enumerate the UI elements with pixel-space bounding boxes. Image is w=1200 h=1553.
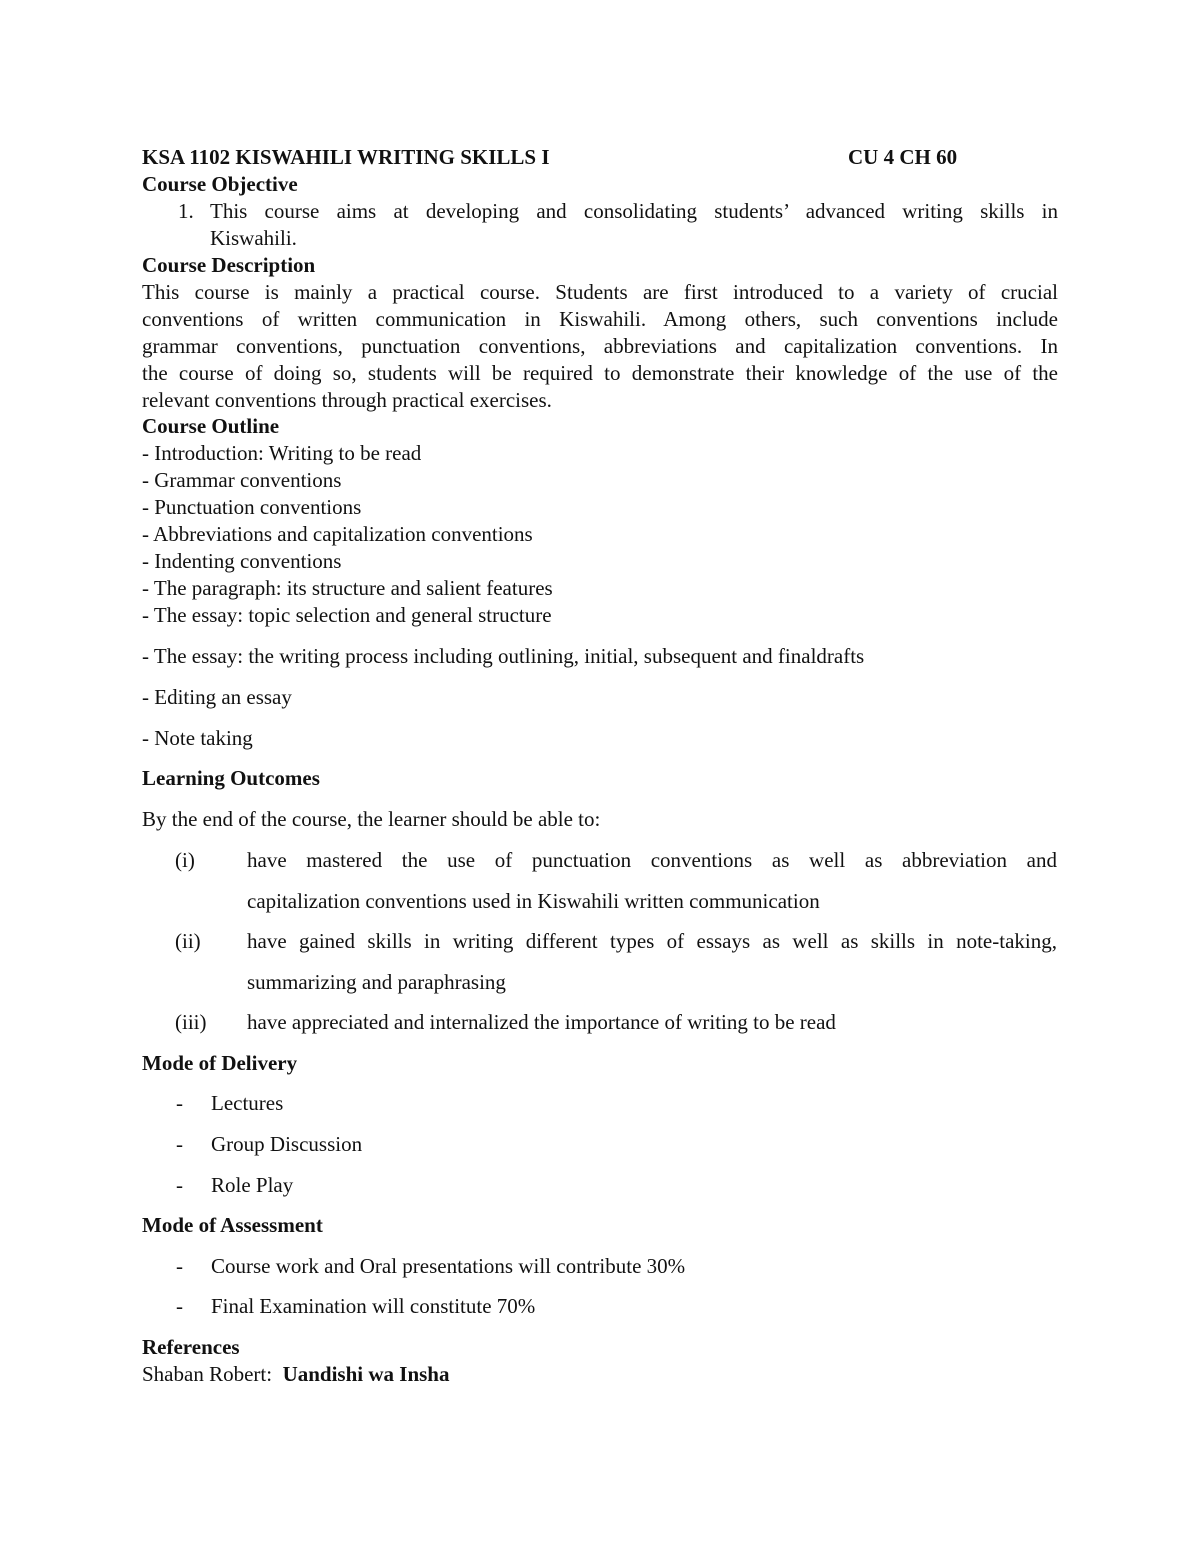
description-line: the course of doing so, students will be required to demonstrate their knowledge of the use of the: [142, 361, 1058, 385]
description-line: grammar conventions, punctuation conventions, abbreviations and capitalization conventions. In: [142, 334, 1058, 358]
objective-text-line2: Kiswahili.: [210, 226, 297, 250]
outcome-numeral: (ii): [175, 929, 201, 953]
outcome-numeral: (iii): [175, 1010, 207, 1034]
bullet-dash: -: [176, 1294, 183, 1318]
objective-text-line1: This course aims at developing and consolidating students’ advanced writing skills in: [210, 199, 1058, 223]
delivery-item: Group Discussion: [211, 1132, 363, 1156]
course-code-title: KSA 1102 KISWAHILI WRITING SKILLS I: [142, 145, 550, 169]
reference-title: Uandishi wa Insha: [282, 1362, 450, 1386]
outline-item: - The paragraph: its structure and salient features: [142, 576, 553, 600]
assessment-item: Course work and Oral presentations will contribute 30%: [211, 1254, 686, 1278]
outline-item: - The essay: the writing process including outlining, initial, subsequent and finaldrafts: [142, 644, 865, 668]
course-credits: CU 4 CH 60: [848, 145, 958, 169]
objective-heading: Course Objective: [142, 172, 298, 196]
outcome-text: have gained skills in writing different types of essays as well as skills in note-taking,: [247, 929, 1057, 953]
outcomes-heading: Learning Outcomes: [142, 766, 320, 790]
bullet-dash: -: [176, 1254, 183, 1278]
description-line: relevant conventions through practical exercises.: [142, 388, 552, 412]
outcomes-intro: By the end of the course, the learner should be able to:: [142, 807, 601, 831]
outline-item: - The essay: topic selection and general structure: [142, 603, 552, 627]
delivery-item: Role Play: [211, 1173, 294, 1197]
outline-item: - Editing an essay: [142, 685, 292, 709]
objective-number: 1.: [178, 199, 194, 223]
outline-item: - Introduction: Writing to be read: [142, 441, 422, 465]
outcome-text: summarizing and paraphrasing: [247, 970, 506, 994]
outline-heading: Course Outline: [142, 414, 280, 438]
outline-item: - Note taking: [142, 726, 253, 750]
bullet-dash: -: [176, 1173, 183, 1197]
bullet-dash: -: [176, 1132, 183, 1156]
description-line: conventions of written communication in Kiswahili. Among others, such conventions include: [142, 307, 1058, 331]
description-line: This course is mainly a practical course. Students are first introduced to a variety of crucial: [142, 280, 1058, 304]
outcome-text: have appreciated and internalized the importance of writing to be read: [247, 1010, 836, 1034]
bullet-dash: -: [176, 1091, 183, 1115]
outline-item: - Indenting conventions: [142, 549, 342, 573]
assessment-item: Final Examination will constitute 70%: [211, 1294, 536, 1318]
outcome-numeral: (i): [175, 848, 195, 872]
reference-entry: [142, 1361, 449, 1387]
outcome-text: capitalization conventions used in Kiswahili written communication: [247, 889, 820, 913]
outcome-text: have mastered the use of punctuation conventions as well as abbreviation and: [247, 848, 1057, 872]
description-heading: Course Description: [142, 253, 316, 277]
delivery-item: Lectures: [211, 1091, 284, 1115]
outline-item: - Grammar conventions: [142, 468, 342, 492]
assessment-heading: Mode of Assessment: [142, 1213, 323, 1237]
delivery-heading: Mode of Delivery: [142, 1051, 298, 1075]
outline-item: - Punctuation conventions: [142, 495, 362, 519]
references-heading: References: [142, 1335, 240, 1359]
reference-author: Shaban Robert:: [142, 1362, 273, 1386]
outline-item: - Abbreviations and capitalization conventions: [142, 522, 533, 546]
